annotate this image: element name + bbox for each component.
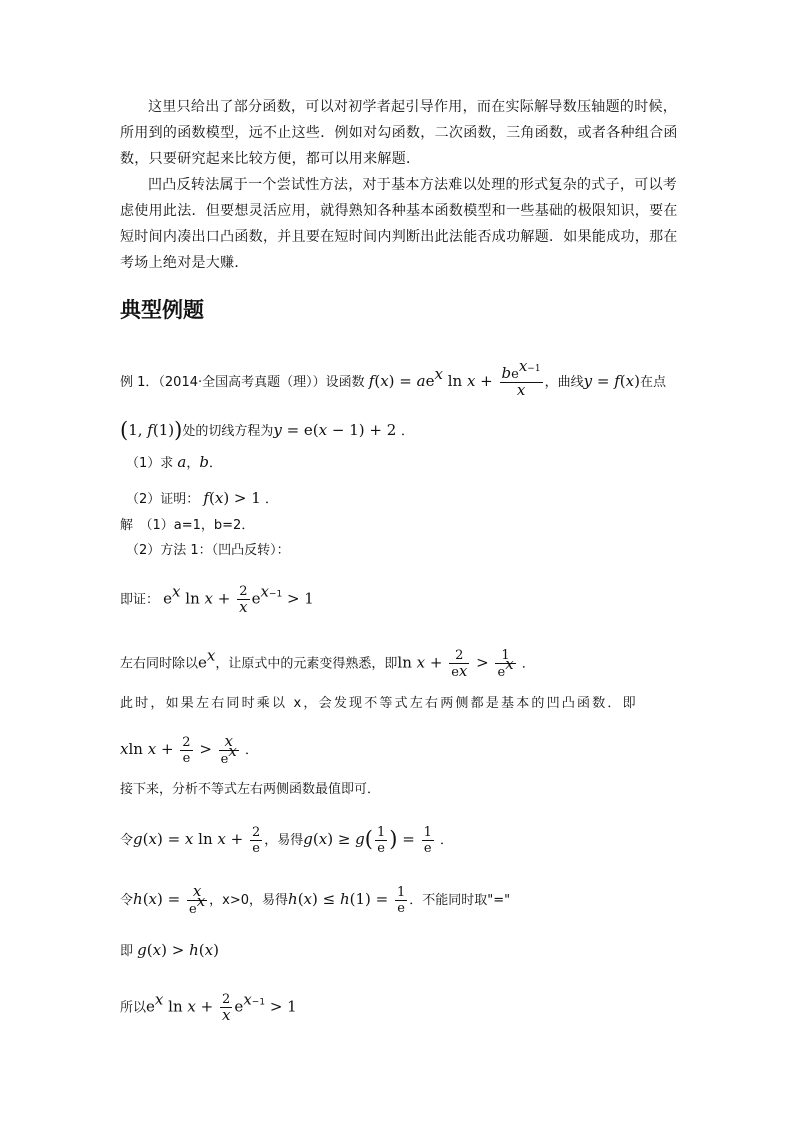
example-after-f: ，曲线 <box>544 375 584 390</box>
prove-line: 即证： $e^x$ ln x + $\frac{2}{x}$ $e^{x-1} > 1$ <box>120 582 314 616</box>
conclusion: 所以$e^x$ ln x + $\frac{2}{x}$ $e^{x-1} > 1$ <box>120 990 297 1024</box>
intro-paragraph-1: 这里只给出了部分函数，可以对初学者起引导作用，而在实际解导数压轴题的时候，所用到的函数模型，远不止这些．例如对勾函数，二次函数，三角函数，或者各种组合函数，只要研究起来比较方便，都可以用来解题． <box>120 99 678 167</box>
example-lead: 例 1．（2014·全国高考真题（理））设函数 <box>120 375 365 390</box>
divide-line: 左右同时除以$e^x$，让原式中的元素变得熟悉，即ln x + $\frac{2}{ex}$ > $\frac{1}{e^x}$ ． <box>120 646 535 680</box>
example-tangent-line: (1, f(1))处的切线方程为y = e(x − 1) + 2 ． <box>120 418 415 442</box>
multiply-line: 此时，如果左右同时乘以 x，会发现不等式左右两侧都是基本的凹凸函数．即 <box>120 696 638 711</box>
example-statement: 例 1．（2014·全国高考真题（理））设函数 $f(x) = ae^x$ ln x + $\frac{be^{x-1}}{x}$ ，曲线y = f(x)在点 <box>120 357 666 399</box>
next-step: 接下来，分析不等式左右两侧函数最值即可． <box>120 782 381 797</box>
g-definition: 令g(x) = x ln x + $\frac{2}{e}$ ，易得g(x) ≥ g( $\frac{1}{e}$ ) = $\frac{1}{e}$ ． <box>120 825 453 856</box>
h-definition: 令h(x) = $\frac{x}{e^x}$ ，x>0，易得h(x) ≤ h(1) = $\frac{1}{e}$ ．不能同时取"=" <box>120 882 511 917</box>
intro-paragraph-2: 凹凸反转法属于一个尝试性方法，对于基本方法难以处理的形式复杂的式子，可以考虑使用此法．但要想灵活应用，就得熟知各种基本函数模型和一些基础的极限知识，要在短时间内凑出口凸函数，并且要在短时间内判断出此法能否成功解题．如果能成功，那在考场上绝对是大赚． <box>120 177 678 271</box>
question-1: （1）求 a，b． <box>126 453 223 471</box>
question-2: （2）证明： f(x) > 1 ． <box>126 489 278 507</box>
solution-method: （2）方法 1：（凹凸反转）： <box>126 543 290 558</box>
example-tangent-text: 处的切线方程为 <box>182 424 274 439</box>
solution-part-1: 解 （1）a=1，b=2． <box>120 518 255 533</box>
multiply-inequality: xln x + $\frac{2}{e}$ > $\frac{x}{e^x}$ ． <box>120 732 258 767</box>
section-heading: 典型例题 <box>120 298 204 322</box>
example-at-point: 在点 <box>639 375 666 390</box>
g-greater-h: 即 g(x) > h(x) <box>120 941 219 959</box>
